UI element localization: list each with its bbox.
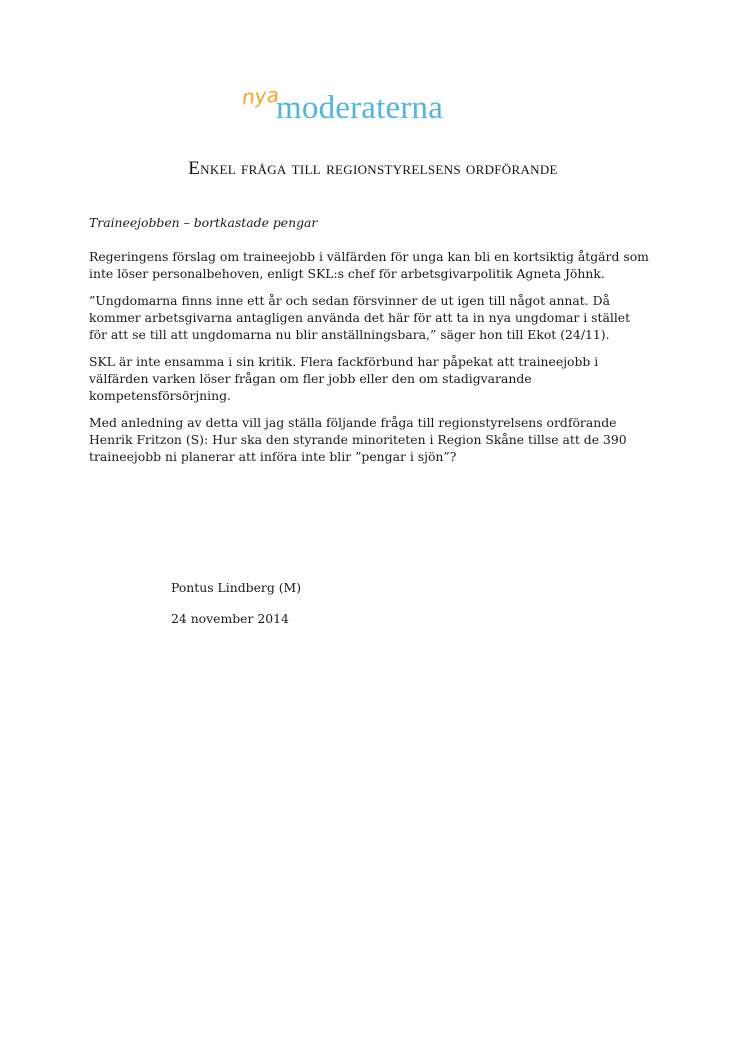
signature-date: 24 november 2014 bbox=[171, 611, 289, 626]
party-logo bbox=[242, 84, 522, 130]
paragraph: SKL är inte ensamma i sin kritik. Flera fackförbund har påpekat att traineejobb i välfärden varken löser frågan om fler jobb eller den om stadigvarande kompetensförsörjning. bbox=[89, 354, 599, 403]
signature-name: Pontus Lindberg (M) bbox=[171, 580, 302, 595]
signature-block bbox=[171, 579, 301, 627]
document-heading: Enkel fråga till regionstyrelsens ordförande bbox=[188, 158, 558, 179]
paragraph: ”Ungdomarna finns inne ett år och sedan försvinner de ut igen till något annat. Då kommer arbetsgivarna antagligen använda det här för att ta in nya ungdomar i stället för att se till att ungdomarna nu blir anställningsbara,” säger hon till Ekot (24/11). bbox=[89, 293, 631, 342]
logo-name: moderaterna bbox=[276, 90, 444, 126]
document-body bbox=[89, 214, 649, 475]
paragraph: Regeringens förslag om traineejobb i välfärden för unga kan bli en kortsiktig åtgärd som inte löser personalbehoven, enligt SKL:s chef för arbetsgivarpolitik Agneta Jöhnk. bbox=[89, 249, 649, 281]
paragraph: Med anledning av detta vill jag ställa följande fråga till regionstyrelsens ordförande Henrik Fritzon (S): Hur ska den styrande minoriteten i Region Skåne tillse att de 390 traineejobb ni planerar att införa inte blir ”pengar i sjön”? bbox=[89, 415, 627, 464]
logo-prefix: nya bbox=[241, 82, 280, 110]
document-subtitle: Traineejobben – bortkastade pengar bbox=[89, 215, 318, 230]
